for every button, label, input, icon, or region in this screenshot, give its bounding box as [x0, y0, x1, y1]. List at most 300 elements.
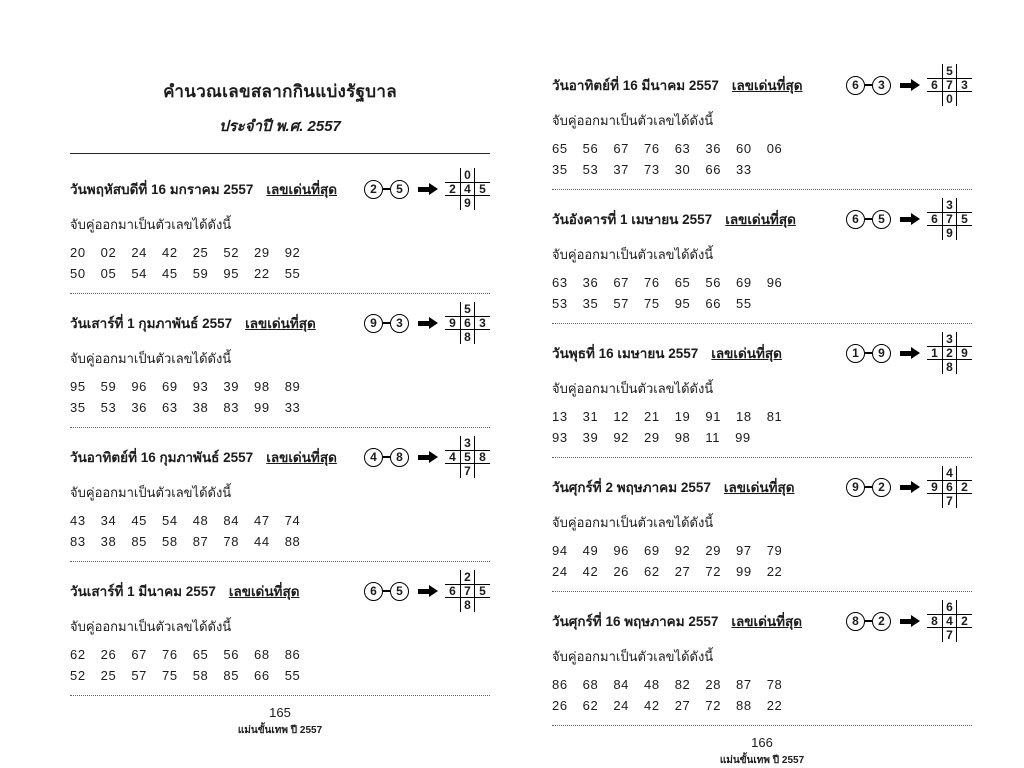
pair-number: 85 [223, 668, 240, 683]
grid-cell: 4 [460, 182, 475, 196]
pair-number: 98 [254, 379, 270, 394]
pair-number: 02 [100, 245, 117, 260]
grid-cell: 5 [957, 212, 972, 226]
circled-digit: 5 [390, 582, 409, 601]
grid-cell [445, 168, 460, 182]
number-figure [846, 600, 972, 642]
section-head [552, 197, 972, 241]
grid-cell [445, 330, 460, 344]
pairs-row [552, 138, 972, 159]
arrow-shaft [900, 619, 911, 624]
pairs-row [552, 272, 972, 293]
pair-number: 53 [582, 162, 599, 177]
circled-digit: 6 [846, 76, 865, 95]
grid-cell [445, 436, 460, 450]
pair-number: 20 [70, 245, 86, 260]
pair-number: 56 [223, 647, 240, 662]
pair-number: 92 [284, 245, 301, 260]
circled-digit: 1 [846, 344, 865, 363]
grid-cell: 5 [942, 64, 957, 78]
digit-grid [927, 600, 972, 642]
pair-number: 50 [70, 266, 86, 281]
grid-cell [445, 302, 460, 316]
pair-number: 22 [254, 266, 270, 281]
grid-cell [957, 466, 972, 480]
grid-cell [927, 64, 942, 78]
pair-number: 66 [705, 162, 722, 177]
section-date: วันศุกร์ที่ 16 พฤษภาคม 2557 [552, 614, 719, 629]
arrow-head [911, 615, 920, 627]
pairs-row [70, 376, 490, 397]
pair-number: 75 [162, 668, 178, 683]
grid-cell: 2 [942, 346, 957, 360]
arrow-shaft [900, 217, 911, 222]
pair-number: 65 [674, 275, 691, 290]
grid-cell: 2 [957, 614, 972, 628]
pair-number: 35 [552, 162, 568, 177]
best-number-label: เลขเด่นที่สุด [228, 584, 300, 599]
arrow-icon [900, 213, 920, 225]
arrow-icon [900, 615, 920, 627]
grid-cell [445, 464, 460, 478]
number-figure [364, 570, 490, 612]
grid-cell [957, 600, 972, 614]
pair-number: 69 [736, 275, 752, 290]
arrow-shaft [418, 187, 429, 192]
pairs-label: จับคู่ออกมาเป็นตัวเลขได้ดังนี้ [70, 485, 232, 500]
pair-number: 37 [613, 162, 630, 177]
pair-number: 06 [766, 141, 783, 156]
arrow-shaft [418, 321, 429, 326]
pair-number: 95 [674, 296, 691, 311]
left-page-footer [70, 705, 490, 738]
pair-number: 99 [736, 564, 752, 579]
pair-number: 93 [192, 379, 209, 394]
pair-number: 87 [192, 534, 209, 549]
digit-grid [927, 64, 972, 106]
pair-number: 29 [254, 245, 270, 260]
grid-cell: 3 [942, 198, 957, 212]
grid-cell [927, 628, 942, 642]
circled-digit: 9 [846, 478, 865, 497]
digit-grid [445, 570, 490, 612]
pair-number: 30 [674, 162, 691, 177]
pair-number: 94 [552, 543, 568, 558]
pair-number: 25 [192, 245, 209, 260]
pair-number: 72 [705, 698, 722, 713]
grid-cell: 6 [927, 212, 942, 226]
section [552, 56, 972, 185]
pair-number: 55 [284, 668, 301, 683]
pair-number: 88 [284, 534, 301, 549]
pair-number: 93 [552, 430, 568, 445]
pair-number: 65 [552, 141, 568, 156]
digit-grid [927, 198, 972, 240]
section [70, 428, 490, 557]
pair-number: 59 [100, 379, 117, 394]
arrow-shaft [418, 589, 429, 594]
pair-number: 99 [254, 400, 270, 415]
grid-cell: 3 [475, 316, 490, 330]
arrow-head [429, 585, 438, 597]
pair-number: 62 [582, 698, 599, 713]
grid-cell [927, 360, 942, 374]
pair-number: 78 [223, 534, 240, 549]
grid-cell: 7 [942, 212, 957, 226]
pairs-label: จับคู่ออกมาเป็นตัวเลขได้ดังนี้ [70, 619, 232, 634]
right-sections [552, 56, 972, 726]
arrow-icon [418, 585, 438, 597]
pairs-label: จับคู่ออกมาเป็นตัวเลขได้ดังนี้ [552, 649, 714, 664]
digit-grid [445, 302, 490, 344]
pair-number: 81 [766, 409, 783, 424]
pair-number: 97 [736, 543, 752, 558]
grid-cell [957, 198, 972, 212]
arrow-shaft [418, 455, 429, 460]
pair-number: 24 [613, 698, 630, 713]
circled-digit: 6 [846, 210, 865, 229]
grid-cell: 8 [475, 450, 490, 464]
pairs-label: จับคู่ออกมาเป็นตัวเลขได้ดังนี้ [70, 217, 232, 232]
pair-number: 62 [644, 564, 660, 579]
section-head [70, 435, 490, 479]
pair-number: 38 [192, 400, 209, 415]
number-figure [846, 332, 972, 374]
pair-number: 33 [736, 162, 752, 177]
pair-number: 27 [674, 564, 691, 579]
pairs-row [552, 695, 972, 716]
grid-cell [957, 64, 972, 78]
grid-cell: 4 [942, 614, 957, 628]
pairs-row [70, 397, 490, 418]
section [552, 324, 972, 453]
pairs-label: จับคู่ออกมาเป็นตัวเลขได้ดังนี้ [552, 515, 714, 530]
pair-number: 18 [736, 409, 752, 424]
pair-number: 67 [613, 141, 630, 156]
grid-cell [957, 360, 972, 374]
pairs-row [552, 674, 972, 695]
pairs-row [552, 406, 972, 427]
grid-cell: 8 [942, 360, 957, 374]
pairs-row [552, 561, 972, 582]
pair-number: 36 [582, 275, 599, 290]
circled-digit: 6 [364, 582, 383, 601]
arrow-icon [418, 451, 438, 463]
connector-dash [865, 218, 872, 220]
pair-number: 25 [100, 668, 117, 683]
number-figure [846, 198, 972, 240]
digit-grid [927, 466, 972, 508]
grid-cell [445, 598, 460, 612]
arrow-head [911, 213, 920, 225]
grid-cell: 7 [942, 628, 957, 642]
pair-number: 45 [131, 513, 148, 528]
pair-number: 98 [674, 430, 691, 445]
pair-number: 48 [192, 513, 209, 528]
circled-digit: 9 [872, 344, 891, 363]
pairs-row [70, 263, 490, 284]
pair-number: 55 [284, 266, 301, 281]
best-number-label: เลขเด่นที่สุด [725, 212, 796, 227]
grid-cell: 5 [460, 450, 475, 464]
pair-number: 96 [766, 275, 783, 290]
pair-number: 44 [254, 534, 270, 549]
arrow-head [911, 79, 920, 91]
pair-number: 22 [766, 564, 783, 579]
section [70, 562, 490, 691]
pair-number: 36 [705, 141, 722, 156]
pair-number: 52 [70, 668, 86, 683]
circled-digit: 2 [364, 180, 383, 199]
pair-number: 42 [644, 698, 660, 713]
grid-cell [927, 494, 942, 508]
pair-number: 99 [735, 430, 751, 445]
connector-dash [383, 188, 390, 190]
pair-number: 21 [644, 409, 660, 424]
grid-cell: 7 [942, 78, 957, 92]
pair-number: 45 [162, 266, 178, 281]
best-number-label: เลขเด่นที่สุด [711, 346, 782, 361]
pair-number: 48 [644, 677, 660, 692]
section-head [552, 599, 972, 643]
pair-number: 66 [254, 668, 270, 683]
arrow-head [911, 347, 920, 359]
pair-number: 05 [100, 266, 117, 281]
best-number-label: เลขเด่นที่สุด [731, 614, 803, 629]
pair-number: 35 [70, 400, 86, 415]
pair-number: 86 [552, 677, 568, 692]
pair-number: 66 [705, 296, 722, 311]
grid-cell [927, 198, 942, 212]
grid-cell [475, 464, 490, 478]
grid-cell: 1 [927, 346, 942, 360]
grid-cell: 6 [460, 316, 475, 330]
arrow-icon [900, 347, 920, 359]
section-date: วันพุธที่ 16 เมษายน 2557 [552, 346, 699, 361]
grid-cell [957, 332, 972, 346]
pair-number: 68 [582, 677, 599, 692]
pair-number: 87 [736, 677, 752, 692]
right-page [552, 56, 972, 768]
arrow-icon [418, 183, 438, 195]
connector-dash [383, 590, 390, 592]
pair-number: 60 [736, 141, 752, 156]
grid-cell [475, 196, 490, 210]
grid-cell [927, 226, 942, 240]
grid-cell: 8 [460, 330, 475, 344]
digit-grid [927, 332, 972, 374]
circled-digit: 5 [872, 210, 891, 229]
pair-number: 78 [766, 677, 783, 692]
arrow-shaft [900, 351, 911, 356]
pairs-row [70, 644, 490, 665]
pair-number: 22 [766, 698, 783, 713]
pair-number: 85 [131, 534, 148, 549]
grid-cell [475, 168, 490, 182]
best-number-label: เลขเด่นที่สุด [723, 480, 795, 495]
pair-number: 68 [254, 647, 270, 662]
grid-cell: 5 [460, 302, 475, 316]
pair-number: 84 [613, 677, 630, 692]
grid-cell: 7 [460, 584, 475, 598]
pairs-label: จับคู่ออกมาเป็นตัวเลขได้ดังนี้ [552, 113, 714, 128]
pair-number: 67 [131, 647, 148, 662]
pair-number: 69 [162, 379, 178, 394]
pair-number: 29 [644, 430, 660, 445]
grid-cell [445, 570, 460, 584]
pair-number: 39 [223, 379, 240, 394]
grid-cell: 4 [445, 450, 460, 464]
digit-grid [445, 168, 490, 210]
arrow-icon [418, 317, 438, 329]
left-page [70, 78, 490, 738]
pair-number: 53 [100, 400, 117, 415]
section-head [552, 63, 972, 107]
pair-number: 56 [582, 141, 599, 156]
pair-number: 26 [552, 698, 568, 713]
pair-number: 57 [131, 668, 148, 683]
pair-number: 36 [131, 400, 148, 415]
grid-cell [957, 226, 972, 240]
connector-dash [865, 84, 872, 86]
grid-cell: 0 [460, 168, 475, 182]
section-date: วันอาทิตย์ที่ 16 กุมภาพันธ์ 2557 [70, 450, 254, 465]
pair-number: 33 [284, 400, 301, 415]
pair-number: 76 [162, 647, 178, 662]
pair-number: 67 [613, 275, 630, 290]
pair-number: 29 [705, 543, 722, 558]
grid-cell: 5 [475, 584, 490, 598]
grid-cell: 9 [942, 226, 957, 240]
pairs-row [70, 510, 490, 531]
section-head [70, 167, 490, 211]
pair-number: 12 [613, 409, 630, 424]
pair-number: 24 [552, 564, 568, 579]
arrow-head [429, 317, 438, 329]
grid-cell: 9 [927, 480, 942, 494]
section-separator [552, 725, 972, 726]
connector-dash [383, 456, 390, 458]
page-header [70, 78, 490, 154]
grid-cell [475, 330, 490, 344]
grid-cell [927, 332, 942, 346]
pair-number: 54 [131, 266, 148, 281]
circled-digit: 2 [872, 478, 891, 497]
pairs-row [552, 427, 972, 448]
pair-number: 54 [162, 513, 178, 528]
pair-number: 74 [284, 513, 301, 528]
section-head [552, 331, 972, 375]
pair-number: 76 [644, 275, 660, 290]
pair-number: 83 [70, 534, 86, 549]
connector-dash [865, 352, 872, 354]
pair-number: 57 [613, 296, 630, 311]
grid-cell: 8 [927, 614, 942, 628]
pair-number: 82 [674, 677, 691, 692]
pair-number: 28 [705, 677, 722, 692]
pairs-label: จับคู่ออกมาเป็นตัวเลขได้ดังนี้ [552, 247, 714, 262]
pair-number: 88 [736, 698, 752, 713]
number-figure [846, 64, 972, 106]
page-subtitle: ประจำปี พ.ศ. 2557 [219, 118, 341, 135]
section-head [552, 465, 972, 509]
pair-number: 92 [674, 543, 691, 558]
pair-number: 56 [705, 275, 722, 290]
circled-digit: 8 [390, 448, 409, 467]
number-figure [846, 466, 972, 508]
circled-digit: 5 [390, 180, 409, 199]
pair-number: 96 [613, 543, 630, 558]
pair-number: 73 [644, 162, 660, 177]
best-number-label: เลขเด่นที่สุด [266, 450, 337, 465]
arrow-icon [900, 79, 920, 91]
pair-number: 79 [766, 543, 783, 558]
pair-number: 52 [223, 245, 240, 260]
pair-number: 13 [552, 409, 568, 424]
pair-number: 42 [162, 245, 178, 260]
grid-cell: 3 [957, 78, 972, 92]
grid-cell: 3 [942, 332, 957, 346]
pairs-row [70, 242, 490, 263]
number-figure [364, 168, 490, 210]
section [70, 160, 490, 289]
pair-number: 19 [674, 409, 691, 424]
grid-cell: 4 [942, 466, 957, 480]
grid-cell: 6 [927, 78, 942, 92]
grid-cell [957, 92, 972, 106]
section-date: วันศุกร์ที่ 2 พฤษภาคม 2557 [552, 480, 711, 495]
section-date: วันพฤหัสบดีที่ 16 มกราคม 2557 [70, 182, 254, 197]
digit-grid [445, 436, 490, 478]
page-number: 165 [269, 705, 291, 720]
circled-digit: 8 [846, 612, 865, 631]
grid-cell: 3 [460, 436, 475, 450]
best-number-label: เลขเด่นที่สุด [266, 182, 338, 197]
arrow-head [429, 451, 438, 463]
section-head [70, 569, 490, 613]
connector-dash [865, 620, 872, 622]
best-number-label: เลขเด่นที่สุด [731, 78, 803, 93]
pairs-row [70, 665, 490, 686]
grid-cell: 9 [445, 316, 460, 330]
grid-cell [475, 302, 490, 316]
section-date: วันเสาร์ที่ 1 มีนาคม 2557 [70, 584, 216, 599]
pair-number: 91 [705, 409, 722, 424]
book-footer: แม่นขั้นเทพ ปี 2557 [237, 725, 323, 736]
pair-number: 26 [613, 564, 630, 579]
grid-cell: 2 [445, 182, 460, 196]
circled-digit: 9 [364, 314, 383, 333]
grid-cell: 6 [942, 480, 957, 494]
pair-number: 43 [70, 513, 86, 528]
pair-number: 89 [284, 379, 301, 394]
grid-cell: 7 [942, 494, 957, 508]
arrow-head [911, 481, 920, 493]
pair-number: 58 [192, 668, 209, 683]
grid-cell: 5 [475, 182, 490, 196]
grid-cell: 7 [460, 464, 475, 478]
pair-number: 72 [705, 564, 722, 579]
pair-number: 63 [162, 400, 178, 415]
left-sections [70, 160, 490, 696]
arrow-shaft [900, 83, 911, 88]
title-rule [70, 153, 490, 154]
circled-digit: 3 [390, 314, 409, 333]
section [552, 190, 972, 319]
pair-number: 69 [644, 543, 660, 558]
pair-number: 62 [70, 647, 86, 662]
grid-cell [957, 494, 972, 508]
